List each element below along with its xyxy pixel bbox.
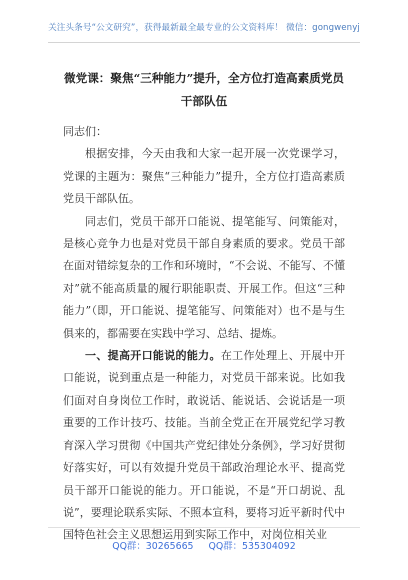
paragraph: 根据安排，今天由我和大家一起开展一次党课学习，党课的主题为：聚焦“三种能力”提升，全方位打造高素质党员干部队伍。 <box>63 147 345 206</box>
footer-qq-group-1: QQ群：30265665 <box>112 541 194 552</box>
header-banner: 关注头条号“公文研究”，获得最新最全最专业的公文资料库！ 微信：gongwenyj <box>48 23 360 33</box>
section-text: 在工作处理上、开展中开口能说，说到重点是一种能力，对党员干部来说。比如我们面对自身岗位工作时，敢说话、能说话、会说话是一项重要的工作计技巧、技能。当前全党正在开展党纪学习教育深入学习贯彻《中国共产党纪律处分条例》，学习好贯彻好落实好，可以有效提升党员干部政治理论水平、提高党员干部开口能说的能力。开口能说，不是“开口胡说、乱说”，要理论联系实际、不照本宣科，要将习近平新时代中国特色社会主义思想运用到实际工作中，对岗位相关业 <box>63 349 346 542</box>
section-paragraph <box>63 345 345 547</box>
document-body <box>63 121 345 547</box>
document-title: 微党课：聚焦“三种能力”提升，全方位打造高素质党员干部队伍 <box>64 71 344 108</box>
salutation: 同志们： <box>63 125 107 138</box>
footer <box>0 538 408 552</box>
footer-divider <box>48 527 360 528</box>
header-divider <box>48 42 360 43</box>
section-heading: 一、提高开口能说的能力。 <box>85 349 221 363</box>
footer-qq-group-2: QQ群：535304092 <box>208 541 296 552</box>
paragraph: 同志们，党员干部开口能说、提笔能写、问策能对，是核心竞争力也是对党员干部自身素质的要求。党员干部在面对错综复杂的工作和环境时，“不会说、不能写、不懂对”就不能高质量的履行职能职责、开展工作。但这“三种能力”（即，开口能说、提笔能写、问策能对）也不是与生俱来的，都需要在实践中学习、总结、提炼。 <box>63 214 345 340</box>
